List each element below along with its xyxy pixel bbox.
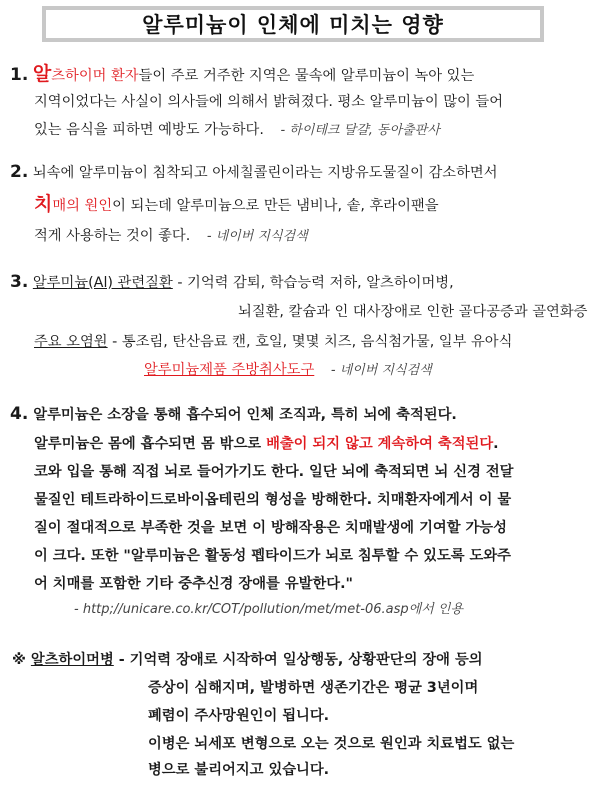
highlight-text: 매의 원인 bbox=[52, 198, 113, 214]
highlight-text: 알루미늄제품 주방취사도구 bbox=[144, 362, 315, 378]
section-number: 1. bbox=[10, 65, 29, 85]
body-text: 적게 사용하는 것이 좋다. bbox=[34, 228, 191, 244]
body-text: 이 되는데 알루미늄으로 만든 냄비나, 솥, 후라이팬을 bbox=[112, 198, 439, 214]
body-text: - 통조림, 탄산음료 캔, 호일, 몇몇 치즈, 음식첨가물, 일부 유아식 bbox=[107, 334, 513, 350]
note-mark: ※ bbox=[12, 652, 26, 668]
body-text: 알루미늄은 소장을 통해 흡수되어 인체 조직과, 특히 뇌에 축적된다. bbox=[33, 407, 457, 423]
body-text: 알루미늄은 몸에 흡수되면 몸 밖으로 bbox=[34, 436, 267, 452]
body-text: 병으로 불리어지고 있습니다. bbox=[148, 762, 330, 778]
body-text: 증상이 심해지며, 발병하면 생존기간은 평균 3년이며 bbox=[148, 680, 479, 696]
body-text: 이 크다. 또한 "알루미늄은 활동성 펩타이드가 뇌로 침투할 수 있도록 도와주 bbox=[34, 548, 511, 564]
body-text: 물질인 테트라하이드로바이옵테린의 형성을 방해한다. 치매환자에게서 이 물 bbox=[34, 492, 512, 508]
body-text: 들이 주로 거주한 지역은 물속에 알루미늄이 녹아 있는 bbox=[138, 68, 475, 84]
highlight-text: 배출이 되지 않고 계속하여 축적된다 bbox=[266, 436, 494, 452]
section-number: 3. bbox=[10, 272, 29, 292]
section-number: 4. bbox=[10, 404, 29, 424]
body-text: 이병은 뇌세포 변형으로 오는 것으로 원인과 치료법도 없는 bbox=[148, 736, 515, 752]
body-text: - 기억력 장애로 시작하여 일상행동, 상황판단의 장애 등의 bbox=[113, 652, 483, 668]
source-citation: - 네이버 지식검색 bbox=[330, 363, 432, 378]
note-label: 알츠하이머병 bbox=[30, 652, 114, 668]
body-text: 어 치매를 포함한 기타 중추신경 장애를 유발한다." bbox=[34, 576, 353, 592]
section-label: 주요 오염원 bbox=[34, 334, 108, 350]
source-citation: - 네이버 지식검색 bbox=[206, 229, 308, 244]
body-text: 뇌질환, 칼슘과 인 대사장애로 인한 골다공증과 골연화증 bbox=[238, 304, 588, 320]
source-citation: - http;//unicare.co.kr/COT/pollution/met/met-06.asp에서 인용 bbox=[74, 602, 464, 617]
highlight-char: 치 bbox=[34, 193, 53, 215]
body-text: . bbox=[493, 436, 499, 452]
body-text: 폐렴이 주사망원인이 됩니다. bbox=[148, 708, 330, 724]
body-text: - 기억력 감퇴, 학습능력 저하, 알츠하이머병, bbox=[172, 275, 454, 291]
highlight-text: 츠하이머 환자 bbox=[51, 68, 139, 84]
page-title: 알루미늄이 인체에 미치는 영향 bbox=[42, 6, 544, 42]
body-text: 있는 음식을 피하면 예방도 가능하다. bbox=[34, 122, 264, 138]
body-text: 지역이었다는 사실이 의사들에 의해서 밝혀졌다. 평소 알루미늄이 많이 들어 bbox=[34, 94, 504, 110]
source-citation: - 하이테크 달걀, 동아출판사 bbox=[280, 123, 440, 138]
body-text: 질이 절대적으로 부족한 것을 보면 이 방해작용은 치매발생에 기여할 가능성 bbox=[34, 520, 507, 536]
section-label: 알루미늄(Al) 관련질환 bbox=[32, 275, 173, 291]
section-number: 2. bbox=[10, 162, 29, 182]
highlight-char: 알 bbox=[32, 63, 52, 85]
body-text: 뇌속에 알루미늄이 침착되고 아세칠콜린이라는 지방유도물질이 감소하면서 bbox=[32, 165, 498, 181]
body-text: 코와 입을 통해 직접 뇌로 들어가기도 한다. 일단 뇌에 축적되면 뇌 신경 전달 bbox=[34, 464, 514, 480]
